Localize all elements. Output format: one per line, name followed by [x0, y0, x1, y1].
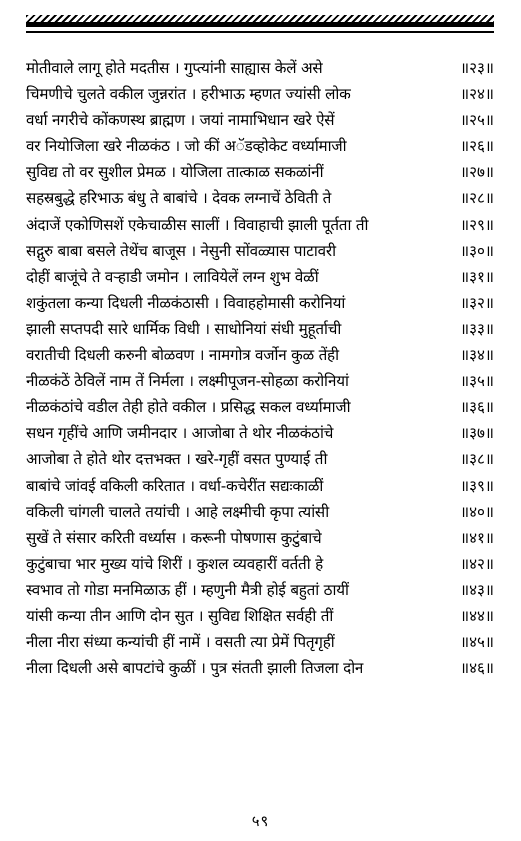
verse-text: वरातीची दिधली करुनी बोळवण । नामगोत्र वर्जोन कुळ तेंही — [26, 346, 339, 365]
verse-line — [26, 264, 494, 290]
verse-text: शकुंतला कन्या दिधली नीळकंठासी । विवाहहोमासी करोनियां — [26, 293, 346, 312]
verse-text: वर नियोजिला खरे नीळकंठ । जो कीं अॅडव्होकेट वर्ध्यामाजी — [26, 137, 347, 156]
verse-number: ॥३०॥ — [460, 241, 494, 260]
verse-number: ॥४६॥ — [460, 659, 494, 678]
verse-number: ॥४०॥ — [460, 502, 494, 521]
verse-number: ॥३५॥ — [460, 372, 494, 391]
verse-line — [26, 525, 494, 551]
verse-number: ॥२७॥ — [460, 163, 494, 182]
verse-line — [26, 212, 494, 238]
verse-number: ॥२४॥ — [460, 85, 494, 104]
verse-number: ॥४४॥ — [460, 606, 494, 625]
verse-line — [26, 420, 494, 446]
verse-text: नीला नीरा संध्या कन्यांची हीं नामें । वसती त्या प्रेमें पितृगृहीं — [26, 633, 335, 652]
verse-text: नीळकंठांचे वडील तेही होते वकील । प्रसिद्ध सकल वर्ध्यामाजी — [26, 398, 351, 417]
verse-line — [26, 655, 494, 681]
page-number: ५९ — [251, 812, 270, 830]
verse-line — [26, 185, 494, 211]
verse-line — [26, 551, 494, 577]
verse-line — [26, 446, 494, 472]
verse-text: अंदाजें एकोणिसशें एकेचाळीस सालीं । विवाहाची झाली पूर्तता ती — [26, 215, 369, 234]
verse-text: सुविद्य तो वर सुशील प्रेमळ । योजिला तात्काळ सकळांनीं — [26, 163, 324, 182]
verse-line — [26, 238, 494, 264]
verse-text: सद्गुरु बाबा बसले तेथेंच बाजूस । नेसुनी सोंवळ्यास पाटावरी — [26, 241, 336, 260]
verse-text: वर्धा नगरीचे कोंकणस्थ ब्राह्मण । जयां नामाभिधान खरे ऐसें — [26, 111, 335, 130]
verse-text: सुखें ते संसार करिती वर्ध्यास । करूनी पोषणास कुटुंबाचे — [26, 528, 322, 547]
verse-text: बाबांचे जांवई वकिली करितात । वर्धा-कचेरींत सद्यःकाळीं — [26, 476, 324, 495]
verse-number: ॥३९॥ — [460, 476, 494, 495]
verse-number: ॥३३॥ — [460, 319, 494, 338]
verse-line — [26, 133, 494, 159]
verse-line — [26, 81, 494, 107]
verse-text: कुटुंबाचा भार मुख्य यांचे शिरीं । कुशल व्यवहारीं वर्तती हे — [26, 554, 323, 573]
verse-text: वकिली चांगली चालते तयांची । आहे लक्ष्मीची कृपा त्यांसी — [26, 502, 329, 521]
verse-line — [26, 290, 494, 316]
verse-line — [26, 499, 494, 525]
verse-line — [26, 394, 494, 420]
verse-line — [26, 107, 494, 133]
verse-number: ॥४५॥ — [460, 633, 494, 652]
verse-text: चिमणीचे चुलते वकील जुन्नरांत । हरीभाऊ म्हणत ज्यांसी लोक — [26, 85, 351, 104]
header-zigzag-border — [26, 15, 494, 22]
verse-list — [26, 55, 494, 681]
verse-text: दोहीं बाजूंचे ते वऱ्हाडी जमोन । लावियेलें लग्न शुभ वेळीं — [26, 267, 319, 286]
verse-line — [26, 55, 494, 81]
verse-line — [26, 342, 494, 368]
verse-number: ॥२८॥ — [460, 189, 494, 208]
verse-line — [26, 159, 494, 185]
verse-line — [26, 603, 494, 629]
verse-text: नीला दिधली असे बापटांचे कुळीं । पुत्र संतती झाली तिजला दोन — [26, 659, 364, 678]
verse-text: आजोबा ते होते थोर दत्तभक्त । खरे-गृहीं वसत पुण्याई ती — [26, 450, 328, 469]
verse-text: स्वभाव तो गोडा मनमिळाऊ हीं । म्हणुनी मैत्री होई बहुतां ठायीं — [26, 580, 349, 599]
verse-text: नीळकंठें ठेविलें नाम तें निर्मला । लक्ष्मीपूजन-सोहळा करोनियां — [26, 372, 349, 391]
verse-line — [26, 577, 494, 603]
verse-number: ॥३२॥ — [460, 293, 494, 312]
verse-number: ॥३१॥ — [460, 267, 494, 286]
verse-line — [26, 368, 494, 394]
verse-text: मोतीवाले लागू होते मदतीस । गुप्त्यांनी साह्यास केलें असे — [26, 59, 323, 77]
verse-number: ॥४२॥ — [460, 554, 494, 573]
verse-number: ॥४१॥ — [460, 528, 494, 547]
verse-line — [26, 473, 494, 499]
verse-number: ॥२६॥ — [460, 137, 494, 156]
verse-text: यांसी कन्या तीन आणि दोन सुत । सुविद्य शिक्षित सर्वही तीं — [26, 606, 334, 625]
verse-text: सहस्रबुद्धे हरिभाऊ बंधु ते बाबांचे । देवक लग्नाचें ठेविती ते — [26, 189, 332, 208]
verse-number: ॥३७॥ — [460, 424, 494, 443]
verse-number: ॥२३॥ — [460, 59, 494, 77]
verse-text: झाली सप्तपदी सारे धार्मिक विधी । साधोनियां संधी मुहूर्ताची — [26, 319, 342, 338]
verse-number: ॥२९॥ — [460, 215, 494, 234]
verse-line — [26, 629, 494, 655]
header-thick-line — [26, 22, 494, 27]
verse-number: ॥४३॥ — [460, 580, 494, 599]
header-ornament-rule — [26, 14, 494, 36]
verse-number: ॥२५॥ — [460, 111, 494, 130]
header-thin-line — [26, 31, 494, 33]
verse-number: ॥३४॥ — [460, 346, 494, 365]
verse-number: ॥३८॥ — [460, 450, 494, 469]
verse-text: सधन गृहींचे आणि जमीनदार । आजोबा ते थोर नीळकंठांचे — [26, 424, 334, 443]
verse-number: ॥३६॥ — [460, 398, 494, 417]
verse-line — [26, 316, 494, 342]
